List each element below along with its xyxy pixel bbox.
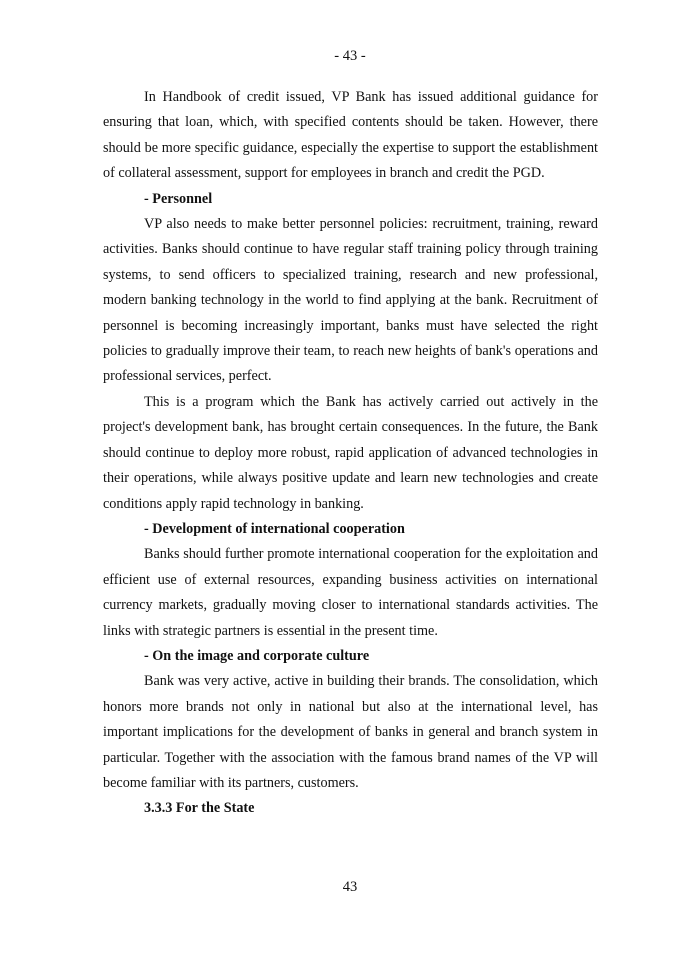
- heading-international-cooperation: - Development of international cooperation: [144, 520, 405, 537]
- paragraph-personnel-policies: VP also needs to make better personnel policies: recruitment, training, reward activities. Banks should continue to have regular staff training policy through training systems, to send officers to specialized training, research and new professional, modern banking technology in the world to find applying at the bank. Recruitment of personnel is becoming increasingly important, banks must have selected the right policies to gradually improve their team, to reach new heights of bank's operations and professional services, perfect.: [103, 216, 598, 385]
- page-number-header: - 43 -: [334, 48, 366, 64]
- paragraph-brand-building: Bank was very active, active in building their brands. The consolidation, which honors more brands not only in national but also at the international level, has important implications for the development of banks in general and branch system in particular. Together with the association with the famous brand names of the VP will become familiar with its partners, customers.: [103, 673, 598, 791]
- paragraph-credit-handbook: In Handbook of credit issued, VP Bank has issued additional guidance for ensuring that loan, which, with specified contents should be taken. However, there should be more specific guidance, especially the expertise to support the establishment of collateral assessment, support for employees in branch and credit the PGD.: [103, 89, 598, 182]
- heading-corporate-culture: - On the image and corporate culture: [144, 647, 370, 664]
- paragraph-international-cooperation: Banks should further promote international cooperation for the exploitation and efficient use of external resources, expanding business activities on international currency markets, gradually moving closer to international standards activities. The links with strategic partners is essential in the present time.: [103, 546, 598, 639]
- heading-for-the-state: 3.3.3 For the State: [144, 800, 255, 817]
- page-number-footer: 43: [342, 879, 358, 895]
- paragraph-technology-program: This is a program which the Bank has actively carried out actively in the project's development bank, has brought certain consequences. In the future, the Bank should continue to deploy more robust, rapid application of advanced technologies in their operations, while always positive update and learn new technologies and create conditions apply rapid technology in banking.: [103, 393, 598, 512]
- heading-personnel: - Personnel: [144, 190, 213, 207]
- document-body: [103, 85, 598, 822]
